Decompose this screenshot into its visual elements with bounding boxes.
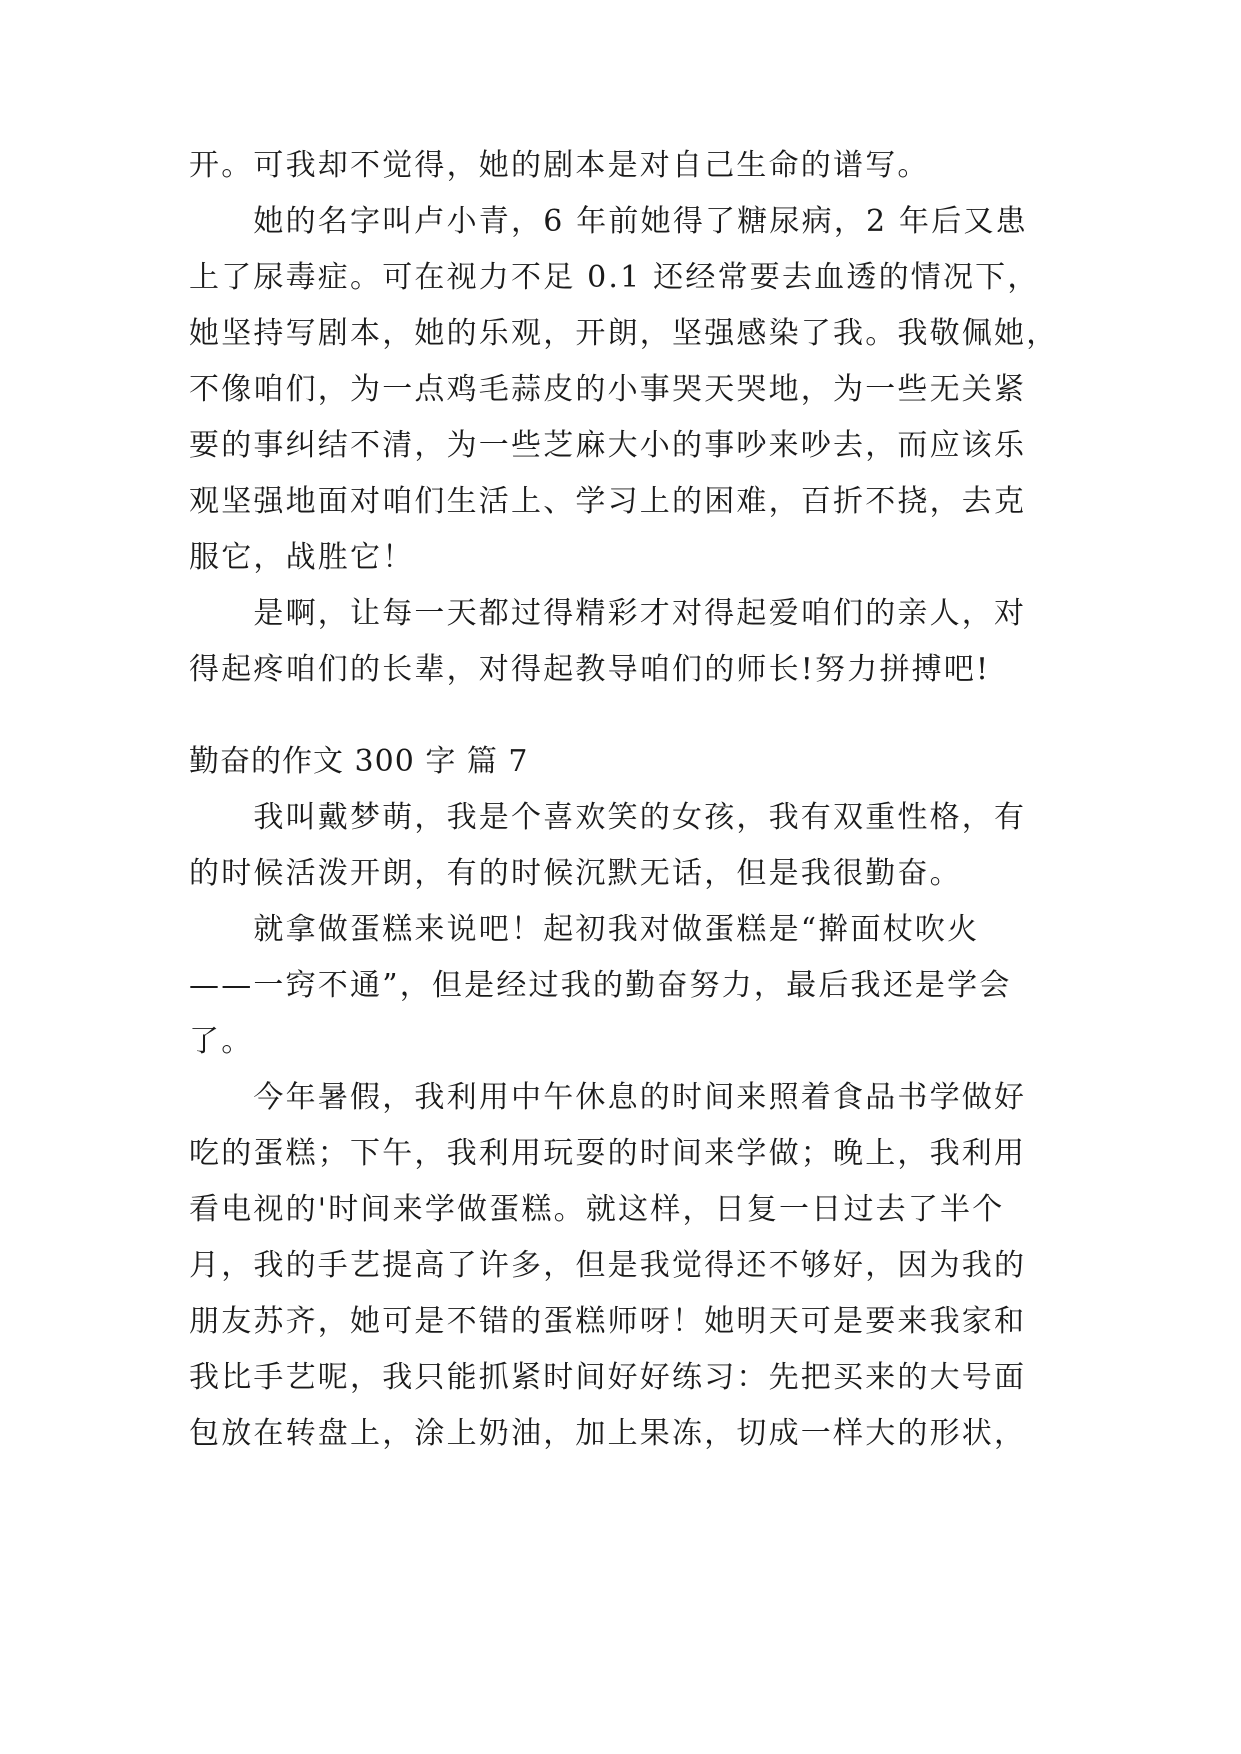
- text-line: 的时候活泼开朗，有的时候沉默无话，但是我很勤奋。: [189, 856, 962, 891]
- text-line: 观坚强地面对咱们生活上、学习上的困难，百折不挠，去克: [189, 484, 1027, 519]
- section-heading: 勤奋的作文 300 字 篇 7: [189, 744, 529, 779]
- text-line: 服它，战胜它！: [189, 540, 415, 575]
- text-line: 得起疼咱们的长辈，对得起教导咱们的师长!努力拼搏吧!: [189, 652, 991, 687]
- text-line: 开。可我却不觉得，她的剧本是对自己生命的谱写。: [189, 148, 930, 183]
- text-line: 看电视的'时间来学做蛋糕。就这样，日复一日过去了半个: [189, 1192, 1005, 1227]
- text-line: 吃的蛋糕；下午，我利用玩耍的时间来学做；晚上，我利用: [189, 1136, 1027, 1171]
- text-line: 她的名字叫卢小青，6 年前她得了糖尿病，2 年后又患: [189, 204, 1028, 239]
- text-line: 包放在转盘上，涂上奶油，加上果冻，切成一样大的形状，: [189, 1416, 1027, 1451]
- text-line: 就拿做蛋糕来说吧！起初我对做蛋糕是“擀面杖吹火: [189, 912, 980, 947]
- text-line: 上了尿毒症。可在视力不足 0.1 还经常要去血透的情况下，: [189, 260, 1040, 295]
- text-line: 了。: [189, 1024, 254, 1059]
- text-line: 她坚持写剧本，她的乐观，开朗，坚强感染了我。我敬佩她，: [189, 316, 1059, 351]
- text-line: 朋友苏齐，她可是不错的蛋糕师呀！她明天可是要来我家和: [189, 1304, 1027, 1339]
- text-line: 不像咱们，为一点鸡毛蒜皮的小事哭天哭地，为一些无关紧: [189, 372, 1027, 407]
- text-line: ——一窍不通”，但是经过我的勤奋努力，最后我还是学会: [189, 968, 1012, 1003]
- text-line: 今年暑假，我利用中午休息的时间来照着食品书学做好: [189, 1080, 1027, 1115]
- text-line: 要的事纠结不清，为一些芝麻大小的事吵来吵去，而应该乐: [189, 428, 1027, 463]
- text-line: 月，我的手艺提高了许多，但是我觉得还不够好，因为我的: [189, 1248, 1027, 1283]
- text-line: 我叫戴梦萌，我是个喜欢笑的女孩，我有双重性格，有: [189, 800, 1027, 835]
- text-line: 是啊，让每一天都过得精彩才对得起爱咱们的亲人，对: [189, 596, 1027, 631]
- text-line: 我比手艺呢，我只能抓紧时间好好练习：先把买来的大号面: [189, 1360, 1027, 1395]
